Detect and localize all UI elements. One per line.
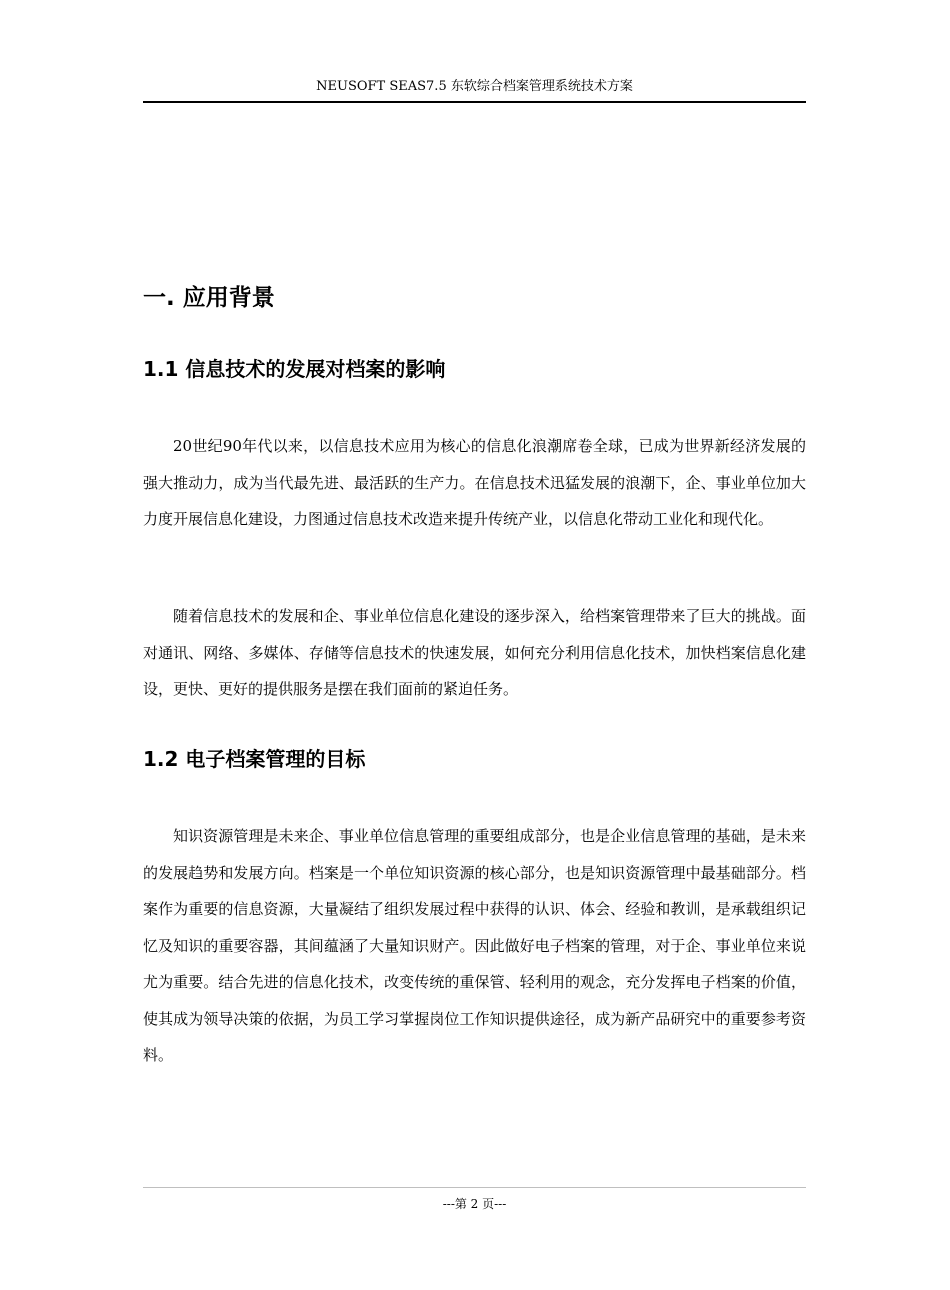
paragraph-1-1-a: 20世纪90年代以来，以信息技术应用为核心的信息化浪潮席卷全球，已成为世界新经济发展的强大推动力，成为当代最先进、最活跃的生产力。在信息技术迅猛发展的浪潮下，企、事业单位加大力度开展信息化建设，力图通过信息技术改造来提升传统产业，以信息化带动工业化和现代化。 <box>143 437 806 528</box>
section-heading-1-1: 1.1 信息技术的发展对档案的影响 <box>143 357 446 381</box>
chapter-heading: 一. 应用背景 <box>143 285 275 311</box>
running-header: NEUSOFT SEAS7.5 东软综合档案管理系统技术方案 <box>316 79 633 94</box>
section-heading-1-2: 1.2 电子档案管理的目标 <box>143 747 366 771</box>
footer-rule <box>143 1187 806 1188</box>
page-number: ---第 2 页--- <box>442 1197 507 1211</box>
header-rule <box>143 101 806 103</box>
paragraph-1-1-b: 随着信息技术的发展和企、事业单位信息化建设的逐步深入，给档案管理带来了巨大的挑战。面对通讯、网络、多媒体、存储等信息技术的快速发展，如何充分利用信息化技术，加快档案信息化建设，更快、更好的提供服务是摆在我们面前的紧迫任务。 <box>143 607 806 698</box>
paragraph-1-2-a: 知识资源管理是未来企、事业单位信息管理的重要组成部分，也是企业信息管理的基础，是未来的发展趋势和发展方向。档案是一个单位知识资源的核心部分，也是知识资源管理中最基础部分。档案作为重要的信息资源，大量凝结了组织发展过程中获得的认识、体会、经验和教训，是承载组织记忆及知识的重要容器，其间蕴涵了大量知识财产。因此做好电子档案的管理，对于企、事业单位来说尤为重要。结合先进的信息化技术，改变传统的重保管、轻利用的观念，充分发挥电子档案的价值，使其成为领导决策的依据，为员工学习掌握岗位工作知识提供途径，成为新产品研究中的重要参考资料。 <box>143 827 806 1064</box>
